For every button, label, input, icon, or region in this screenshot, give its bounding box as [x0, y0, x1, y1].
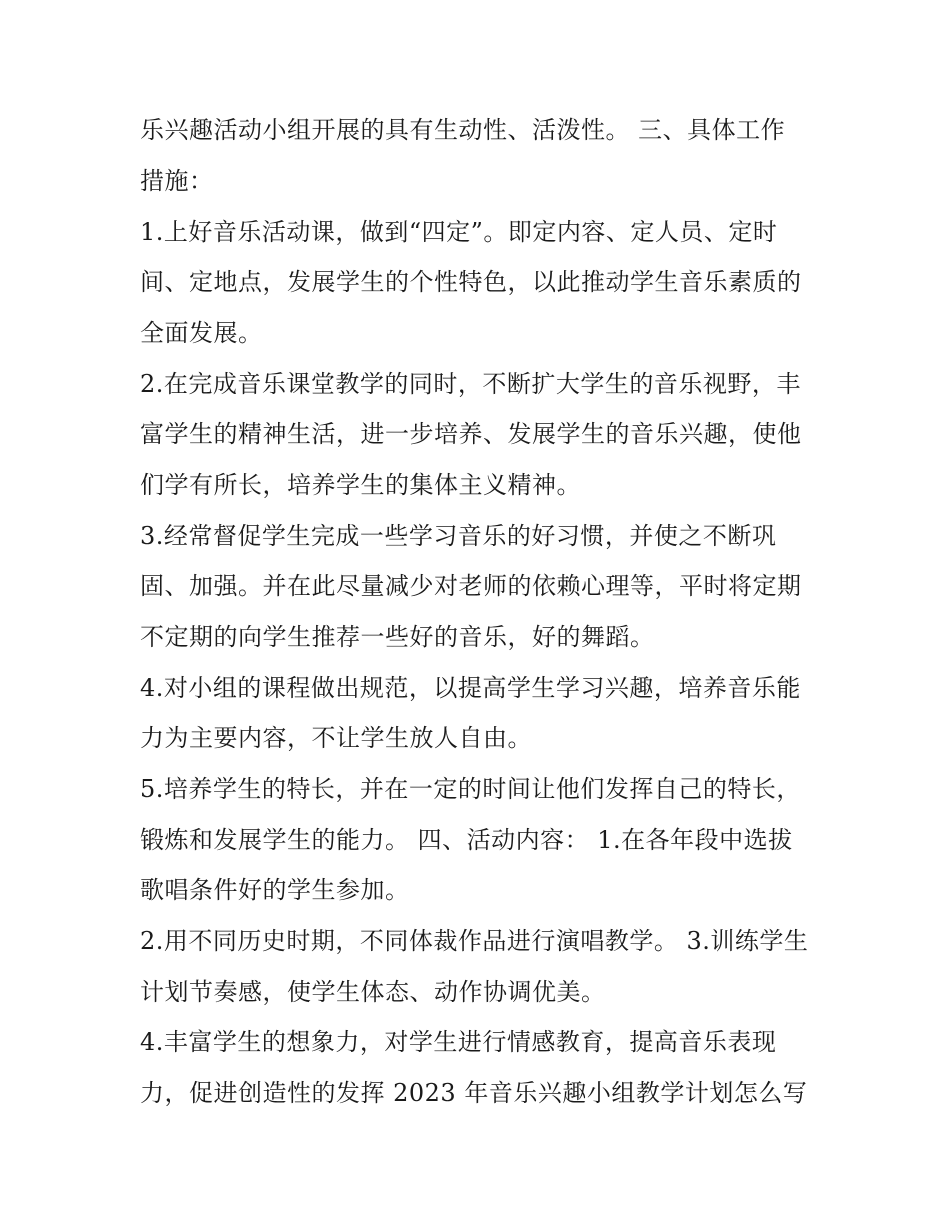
text-line: 4.对小组的课程做出规范，以提高学生学习兴趣，培养音乐能	[140, 674, 801, 702]
text-line: 3.经常督促学生完成一些学习音乐的好习惯，并使之不断巩	[140, 522, 777, 550]
text-line: 固、加强。并在此尽量减少对老师的依赖心理等，平时将定期	[140, 572, 802, 600]
text-line: 锻炼和发展学生的能力。 四、活动内容： 1.在各年段中选拔	[140, 826, 793, 854]
text-line: 全面发展。	[140, 319, 263, 347]
text-line: 乐兴趣活动小组开展的具有生动性、活泼性。 三、具体工作	[140, 116, 786, 144]
text-line: 2.在完成音乐课堂教学的同时，不断扩大学生的音乐视野，丰	[140, 370, 801, 398]
text-line: 措施：	[140, 167, 214, 195]
text-line: 4.丰富学生的想象力，对学生进行情感教育，提高音乐表现	[140, 1028, 777, 1056]
text-line: 计划节奏感，使学生体态、动作协调优美。	[140, 978, 606, 1006]
text-line: 力，促进创造性的发挥 2023 年音乐兴趣小组教学计划怎么写	[140, 1079, 808, 1107]
text-line: 力为主要内容，不让学生放人自由。	[140, 724, 532, 752]
text-line: 们学有所长，培养学生的集体主义精神。	[140, 471, 581, 499]
text-line: 歌唱条件好的学生参加。	[140, 876, 410, 904]
text-line: 富学生的精神生活，进一步培养、发展学生的音乐兴趣，使他	[140, 420, 802, 448]
text-line: 2.用不同历史时期，不同体裁作品进行演唱教学。 3.训练学生	[140, 927, 809, 955]
text-line: 不定期的向学生推荐一些好的音乐，好的舞蹈。	[140, 623, 655, 651]
text-line: 5.培养学生的特长，并在一定的时间让他们发挥自己的特长，	[140, 775, 801, 803]
text-line: 间、定地点，发展学生的个性特色，以此推动学生音乐素质的	[140, 268, 802, 296]
text-line: 1.上好音乐活动课，做到“四定”。即定内容、定人员、定时	[140, 218, 778, 246]
